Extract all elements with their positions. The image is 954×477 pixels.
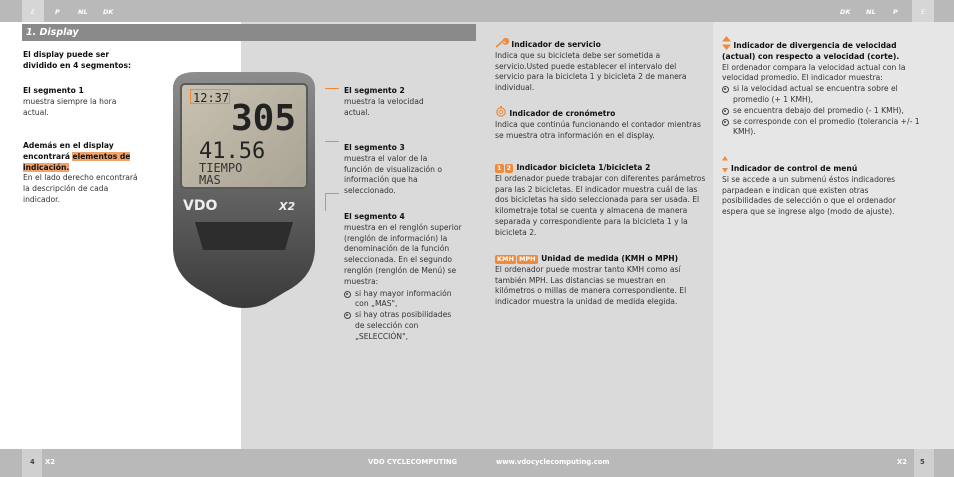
menu-arrows-icon — [722, 156, 728, 176]
bike-block — [495, 163, 707, 239]
bullet-text: si hay mayor información con „MAS", — [355, 288, 452, 309]
stopwatch-icon — [495, 106, 507, 117]
lang-tab-active-left[interactable] — [22, 0, 44, 22]
lcd-value: 41.56 — [199, 139, 266, 164]
segment4-text: muestra en el renglón superior (renglón de información) la denominación de la función seleccionada. En el segundo renglón (renglón de Menú) se muestra: — [344, 222, 462, 286]
indicators-text: En el lado derecho encontrará la descripción de cada indicador. — [23, 173, 138, 204]
service-title: Indicador de servicio — [511, 40, 601, 49]
callout-line-segment4 — [325, 193, 339, 211]
footer-bar — [0, 449, 954, 477]
lang-label[interactable]: NL — [866, 8, 876, 16]
lang-label[interactable]: P — [893, 8, 898, 16]
bike-text: El ordenador puede trabajar con diferentes parámetros para las 2 bicicletas. El indicador muestra cuál de las dos bicicletas ha sido seleccionada para ser usada. El kilometraje total se cuenta y almacena de manera separada y correspondiente para la bicicleta 1 y la bicicleta 2. — [495, 173, 706, 237]
list-item — [722, 117, 920, 139]
list-item — [722, 106, 920, 117]
chrono-block — [495, 106, 707, 141]
footer-company: VDO CYCLECOMPUTING — [368, 458, 458, 466]
segment2-title: El segmento 2 — [344, 86, 405, 95]
page-number-left: 4 — [30, 458, 35, 466]
header-bar — [0, 0, 954, 22]
segment3-text: muestra el valor de la función de visualización o información que ha seleccionado. — [344, 153, 443, 196]
bike2-badge-icon: 2 — [506, 164, 512, 172]
intro-text: El display puede ser dividido en 4 segmentos: — [23, 50, 132, 70]
deviation-block — [722, 36, 920, 138]
segment4-title: El segmento 4 — [344, 212, 405, 221]
footer-model-right: X2 — [897, 458, 907, 466]
lcd-speed: 305 — [231, 98, 297, 139]
bullet-icon — [344, 312, 351, 319]
segment2-text: muestra la velocidad actual. — [344, 96, 424, 117]
bullet-icon — [344, 291, 351, 298]
callout-line-segment2 — [325, 88, 339, 89]
bullet-text: se encuentra debajo del promedio (- 1 KMH), — [733, 105, 904, 115]
lcd-time: 12:37 — [193, 91, 230, 105]
segment1-title: El segmento 1 — [23, 86, 84, 95]
bike-title: Indicador bicicleta 1/bicicleta 2 — [516, 163, 651, 172]
lcd-line1: TIEMPO — [199, 161, 243, 175]
bullet-text: si hay otras posibilidades de selección con „SELECCIÓN", — [355, 310, 452, 341]
indicators-highlight: elementos de indicación. — [23, 151, 131, 172]
up-down-arrows-icon — [722, 36, 731, 50]
device-model-logo: X2 — [279, 200, 296, 213]
bike1-badge-icon: 1 — [497, 164, 502, 172]
segment4-block — [344, 212, 462, 343]
page-number-right: 5 — [920, 458, 925, 466]
chrono-text: Indica que continúa funcionando el contador mientras se muestra otra información en el display. — [495, 119, 701, 140]
device-brand-logo: VDO — [183, 198, 218, 214]
lang-label[interactable]: P — [55, 8, 60, 16]
bullet-text: si la velocidad actual se encuentra sobre el promedio (+ 1 KMH), — [733, 84, 898, 104]
menu-title: Indicador de control de menú — [731, 164, 858, 173]
service-text: Indica que su bicicleta debe ser sometida a servicio.Usted puede establecer el intervalo del servicio para la bicicleta 1 y bicicleta 2 de manera individual. — [495, 50, 687, 93]
menu-block — [722, 156, 920, 218]
deviation-text: El ordenador compara la velocidad actual con la velocidad promedio. El indicador muestra: — [722, 62, 906, 83]
section-title-bar — [22, 24, 476, 41]
section-title: 1. Display — [26, 27, 79, 38]
indicators-block — [23, 141, 138, 206]
lang-label[interactable]: NL — [78, 8, 88, 16]
bullet-text: se corresponde con el promedio (tolerancia +/- 1 KMH). — [733, 116, 920, 137]
bullet-icon — [722, 119, 729, 126]
mph-badge-icon: MPH — [518, 255, 536, 263]
segment1-block — [23, 86, 133, 118]
unit-block — [495, 254, 707, 308]
list-item — [344, 289, 462, 311]
unit-title: Unidad de medida (KMH o MPH) — [541, 254, 679, 263]
lcd-line2: MAS — [199, 173, 221, 187]
bullet-icon — [722, 108, 729, 115]
indicators-title: Además en el display encontrará — [23, 141, 114, 161]
footer-model-left: X2 — [45, 458, 55, 466]
segment2-block — [344, 86, 444, 118]
vdo-x2-device-image — [165, 72, 323, 310]
callout-box-segment1 — [190, 89, 230, 104]
service-block — [495, 38, 707, 94]
segment3-title: El segmento 3 — [344, 143, 405, 152]
list-item — [344, 310, 462, 342]
lang-label: E — [30, 8, 36, 16]
footer-url[interactable]: www.vdocyclecomputing.com — [496, 458, 610, 466]
segment3-block — [344, 143, 444, 197]
unit-text: El ordenador puede mostrar tanto KMH como así también MPH. Las distancias se muestran en kilómetros o millas de manera correspondiente. El indicador muestra la unidad de medida elegida. — [495, 264, 687, 307]
lang-label[interactable]: DK — [103, 8, 114, 16]
kmh-badge-icon: KMH — [497, 255, 514, 263]
menu-text: Si se accede a un submenú éstos indicadores parpadean e indican que existen otras posibilidades de selección o que el ordenador espera que se ingrese algo (modo de ajuste). — [722, 174, 896, 217]
deviation-title: Indicador de divergencia de velocidad (actual) con respecto a velocidad (corte). — [722, 41, 900, 61]
lang-label[interactable]: DK — [840, 8, 851, 16]
device-button — [195, 222, 293, 250]
callout-line-segment3 — [325, 141, 339, 142]
segment1-text: muestra siempre la hora actual. — [23, 96, 117, 117]
lang-tab-active-right[interactable] — [912, 0, 934, 22]
list-item — [722, 84, 920, 106]
wrench-icon — [495, 38, 509, 48]
lang-label: E — [920, 8, 926, 16]
bullet-icon — [722, 86, 729, 93]
chrono-title: Indicador de cronómetro — [509, 109, 616, 118]
